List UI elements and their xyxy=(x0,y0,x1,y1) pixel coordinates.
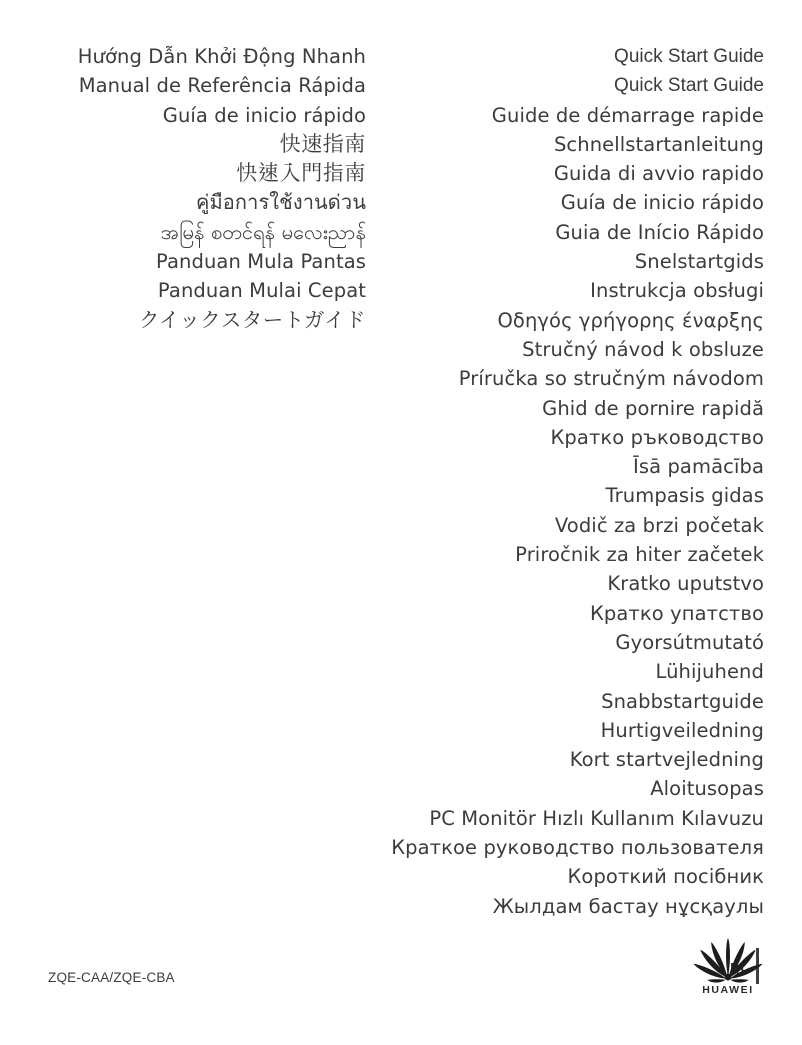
language-title-nl: Snelstartgids xyxy=(634,250,764,274)
language-title-cs: Stručný návod k obsluze xyxy=(522,337,764,361)
language-title-ms: Panduan Mula Pantas xyxy=(155,250,366,274)
language-title-uk: Короткий посібник xyxy=(567,865,764,889)
language-title-sv: Snabbstartguide xyxy=(601,689,764,713)
language-title-pt: Guia de Início Rápido xyxy=(555,220,764,244)
model-code-label: ZQE-CAA/ZQE-CBA xyxy=(48,970,175,985)
page-footer xyxy=(0,930,802,1020)
language-title-en: Quick Start Guide xyxy=(614,46,764,67)
language-title-my: အမြန် စတင်ရန် မလေးညာန် xyxy=(160,219,366,244)
language-title-th: คู่มือการใช้งานด่วน xyxy=(196,190,366,215)
language-title-sl: Priročnik za hiter začetek xyxy=(515,543,764,567)
language-title-nb: Hurtigveiledning xyxy=(600,718,764,742)
language-title-vi: Hướng Dẫn Khởi Động Nhanh xyxy=(77,45,366,68)
language-title-en-GB: Quick Start Guide xyxy=(614,75,764,97)
language-title-fi: Aloitusopas xyxy=(650,777,764,801)
language-title-lt: Trumpasis gidas xyxy=(605,484,764,508)
logo-overlay-artifact: ҧ xyxy=(730,958,743,975)
language-title-kk: Жылдам бастау нұсқаулы xyxy=(492,894,764,918)
language-title-fr: Guide de démarrage rapide xyxy=(491,103,764,127)
language-title-es-MX: Guía de inicio rápido xyxy=(162,103,366,127)
language-title-pt-BR: Manual de Referência Rápida xyxy=(78,74,366,98)
language-title-ro: Ghid de pornire rapidă xyxy=(542,396,764,420)
language-title-da: Kort startvejledning xyxy=(569,748,764,772)
language-title-el: Οδηγός γρήγορης έναρξης xyxy=(497,308,764,332)
language-title-pl: Instrukcja obsługi xyxy=(590,279,764,303)
logo-overlay-bar xyxy=(756,948,759,984)
language-title-zh-Hans: 快速指南 xyxy=(279,131,366,156)
language-title-tr: PC Monitör Hızlı Kullanım Kılavuzu xyxy=(429,806,764,830)
language-title-hr: Vodič za brzi početak xyxy=(554,513,764,537)
language-title-sk: Príručka so stručným návodom xyxy=(458,367,764,391)
language-column-left xyxy=(0,42,366,335)
huawei-wordmark: HUAWEI xyxy=(702,984,754,996)
language-title-ja: クイックスタートガイド xyxy=(138,307,366,332)
language-title-es: Guía de inicio rápido xyxy=(560,191,764,215)
language-title-id: Panduan Mulai Cepat xyxy=(157,279,366,303)
language-column-right xyxy=(360,42,764,921)
language-title-bg: Кратко ръководство xyxy=(550,425,764,449)
language-title-it: Guida di avvio rapido xyxy=(553,162,764,186)
language-title-et: Lühijuhend xyxy=(655,660,764,684)
language-title-sr-Latn: Kratko uputstvo xyxy=(607,572,764,596)
language-title-lv: Īsā pamācība xyxy=(633,455,764,479)
language-title-zh-Hant: 快速入門指南 xyxy=(236,161,366,186)
language-title-de: Schnellstartanleitung xyxy=(553,132,764,156)
language-title-hu: Gyorsútmutató xyxy=(615,630,764,654)
language-title-mk: Кратко упатство xyxy=(589,601,764,625)
language-title-ru: Краткое руководство пользователя xyxy=(391,836,764,860)
